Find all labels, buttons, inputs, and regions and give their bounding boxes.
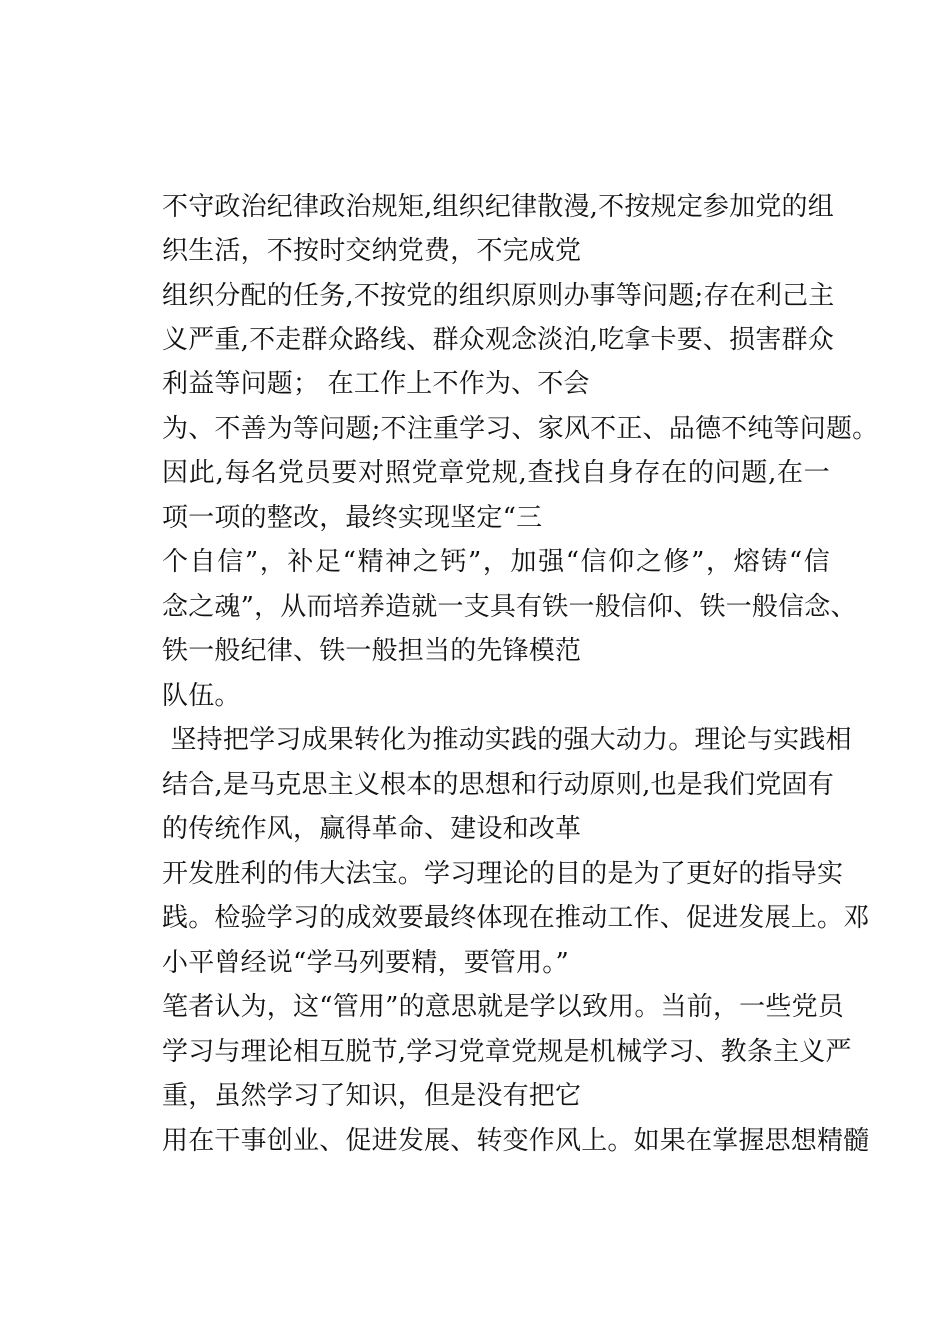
text-line: 利益等问题； 在工作上不作为、不会 [162, 369, 590, 399]
text-line: 念之魂”，从而培养造就一支具有铁一般信仰、铁一般信念、 [162, 592, 857, 622]
text-line: 因此,每名党员要对照党章党规,查找自身存在的问题,在一 [162, 458, 830, 488]
text-line: 队伍。 [162, 681, 241, 711]
text-line: 开发胜利的伟大法宝。学习理论的目的是为了更好的指导实 [162, 859, 844, 889]
text-line: 组织分配的任务,不按党的组织原则办事等问题;存在利己主 [162, 281, 835, 311]
text-line: 义严重,不走群众路线、群众观念淡泊,吃拿卡要、损害群众 [162, 325, 834, 355]
text-line: 践。检验学习的成效要最终体现在推动工作、促进发展上。邓 [162, 903, 870, 933]
text-line: 重，虽然学习了知识，但是没有把它 [162, 1081, 582, 1111]
text-line: 不守政治纪律政治规矩,组织纪律散漫,不按规定参加党的组 [162, 192, 834, 222]
text-line: 小平曾经说“学马列要精，要管用。” [162, 948, 569, 978]
text-line: 个自信”，补足“精神之钙”，加强“信仰之修”，熔铸“信 [162, 547, 830, 577]
text-line: 用在干事创业、促进发展、转变作风上。如果在掌握思想精髓 [162, 1126, 870, 1156]
text-line: 铁一般纪律、铁一般担当的先锋模范 [162, 636, 582, 666]
text-line: 织生活，不按时交纳党费，不完成党 [162, 236, 582, 266]
text-line: 结合,是马克思主义根本的思想和行动原则,也是我们党固有 [162, 770, 834, 800]
text-line: 坚持把学习成果转化为推动实践的强大动力。理论与实践相 [162, 725, 852, 755]
text-line: 学习与理论相互脱节,学习党章党规是机械学习、教条主义严 [162, 1037, 852, 1067]
text-line: 为、不善为等问题;不注重学习、家风不正、品德不纯等问题。 [162, 414, 879, 444]
text-line: 的传统作风，赢得革命、建设和改革 [162, 814, 582, 844]
text-line: 笔者认为，这“管用”的意思就是学以致用。当前，一些党员 [162, 992, 844, 1022]
text-line: 项一项的整改，最终实现坚定“三 [162, 503, 543, 533]
